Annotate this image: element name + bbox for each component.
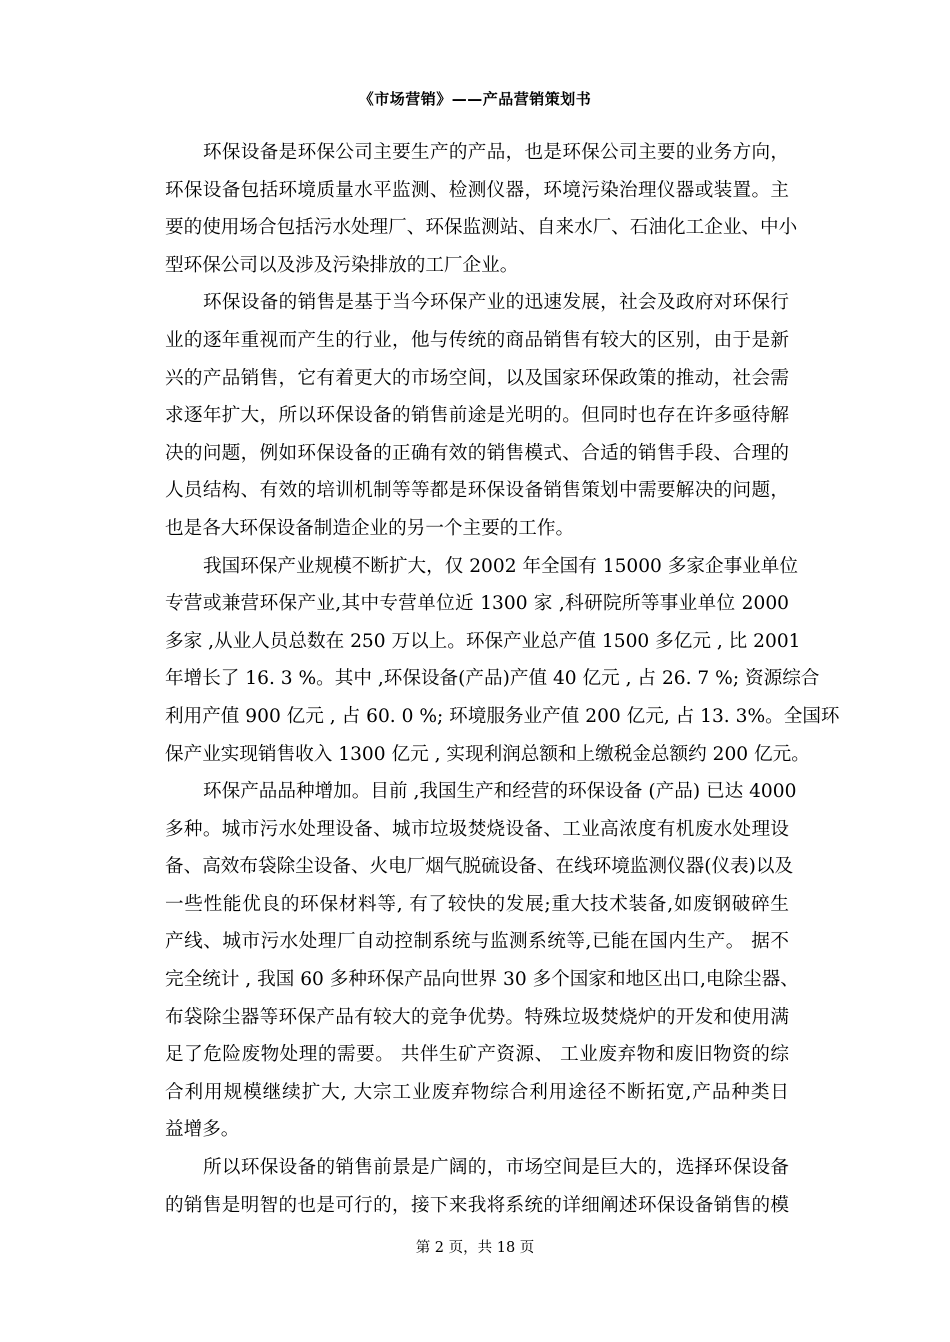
- text-line: 决的问题，例如环保设备的正确有效的销售模式、合适的销售手段、合理的: [165, 442, 789, 464]
- text-line: 环保设备的销售是基于当今环保产业的迅速发展，社会及政府对环保行: [203, 292, 789, 314]
- text-line: 多家 ,从业人员总数在 250 万以上。环保产业总产值 1500 多亿元 , 比 2001: [165, 630, 801, 652]
- text-line: 产线、城市污水处理厂自动控制系统与监测系统等,已能在国内生产。 据不: [165, 931, 789, 953]
- text-line: 求逐年扩大，所以环保设备的销售前途是光明的。但同时也存在许多亟待解: [165, 405, 789, 427]
- text-line: 人员结构、有效的培训机制等等都是环保设备销售策划中需要解决的问题，: [165, 480, 789, 502]
- text-line: 益增多。: [165, 1119, 240, 1141]
- document-body: [165, 134, 840, 1224]
- text-line: 环保设备是环保公司主要生产的产品，也是环保公司主要的业务方向，: [203, 142, 789, 163]
- page-header-title: 《市场营销》——产品营销策划书: [358, 90, 592, 108]
- text-line: 年增长了 16. 3 %。其中 ,环保设备(产品)产值 40 亿元 , 占 26. 7 %; 资源综合: [165, 668, 820, 690]
- text-line: 业的逐年重视而产生的行业，他与传统的商品销售有较大的区别，由于是新: [165, 329, 789, 351]
- paragraph-sales-outlook: [165, 284, 789, 547]
- text-line: 专营或兼营环保产业,其中专营单位近 1300 家 ,科研院所等事业单位 2000: [165, 593, 789, 615]
- text-line: 一些性能优良的环保材料等, 有了较快的发展;重大技术装备,如废钢破碎生: [165, 893, 789, 915]
- text-line: 布袋除尘器等环保产品有较大的竞争优势。特殊垃圾焚烧炉的开发和使用满: [165, 1006, 789, 1028]
- text-line: 足了危险废物处理的需要。 共伴生矿产资源、 工业废弃物和废旧物资的综: [165, 1044, 789, 1066]
- text-line: 备、高效布袋除尘设备、火电厂烟气脱硫设备、在线环境监测仪器(仪表)以及: [165, 856, 794, 878]
- paragraph-conclusion: [165, 1149, 789, 1224]
- text-line: 合利用规模继续扩大, 大宗工业废弃物综合利用途径不断拓宽,产品种类日: [165, 1081, 789, 1103]
- text-line: 我国环保产业规模不断扩大，仅 2002 年全国有 15000 多家企事业单位: [203, 555, 798, 577]
- text-line: 也是各大环保设备制造企业的另一个主要的工作。: [165, 517, 575, 539]
- text-line: 型环保公司以及涉及污染排放的工厂企业。: [165, 254, 519, 276]
- page-number-footer: 第 2 页，共 18 页: [415, 1240, 535, 1256]
- paragraph-product-variety: [165, 773, 799, 1149]
- text-line: 环保设备包括环境质量水平监测、检测仪器，环境污染治理仪器或装置。主: [165, 179, 789, 201]
- text-line: 环保产品品种增加。目前 ,我国生产和经营的环保设备 (产品) 已达 4000: [203, 781, 797, 803]
- text-line: 保产业实现销售收入 1300 亿元 , 实现利润总额和上缴税金总额约 200 亿元。: [165, 743, 810, 765]
- text-line: 完全统计 , 我国 60 多种环保产品向世界 30 多个国家和地区出口,电除尘器、: [165, 969, 799, 991]
- paragraph-product-intro: [165, 134, 798, 284]
- text-line: 所以环保设备的销售前景是广阔的，市场空间是巨大的，选择环保设备: [203, 1157, 789, 1179]
- text-line: 兴的产品销售，它有着更大的市场空间，以及国家环保政策的推动，社会需: [165, 367, 789, 389]
- text-line: 的销售是明智的也是可行的，接下来我将系统的详细阐述环保设备销售的模: [165, 1194, 789, 1216]
- text-line: 要的使用场合包括污水处理厂、环保监测站、自来水厂、石油化工企业、中小: [165, 217, 798, 239]
- paragraph-industry-scale: [165, 548, 840, 774]
- text-line: 利用产值 900 亿元 , 占 60. 0 %; 环境服务业产值 200 亿元, 占 13. 3%。全国环: [165, 705, 840, 727]
- text-line: 多种。城市污水处理设备、城市垃圾焚烧设备、工业高浓度有机废水处理设: [165, 818, 789, 840]
